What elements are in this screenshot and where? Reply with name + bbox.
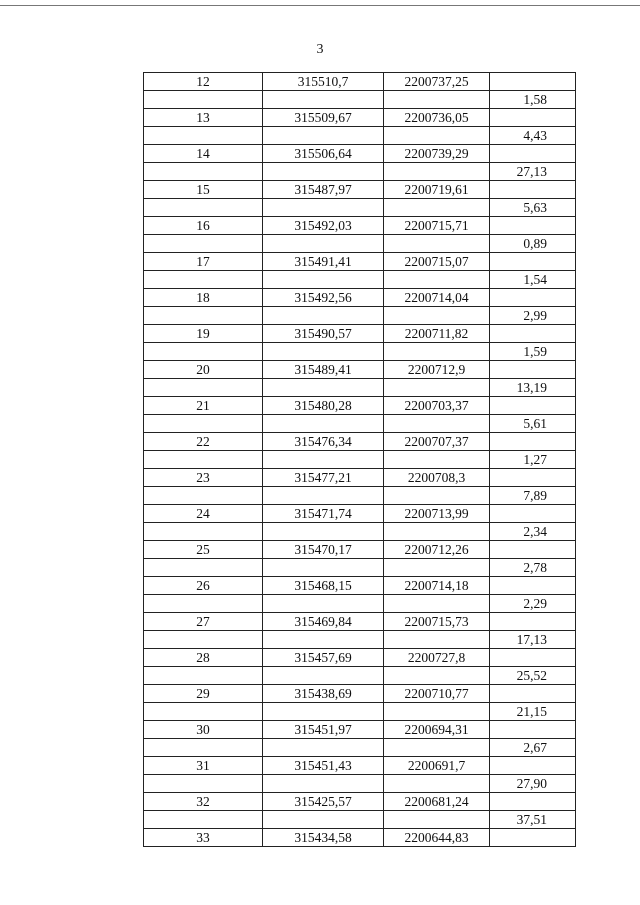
point-row <box>144 433 576 451</box>
x-coordinate-cell: 315438,69 <box>263 685 384 703</box>
y-coordinate-cell <box>384 631 490 649</box>
point-number-cell: 15 <box>144 181 263 199</box>
y-coordinate-cell <box>384 595 490 613</box>
x-coordinate-cell <box>263 703 384 721</box>
y-coordinate-cell <box>384 199 490 217</box>
x-coordinate-cell <box>263 379 384 397</box>
x-coordinate-cell <box>263 127 384 145</box>
point-number-cell <box>144 487 263 505</box>
point-row <box>144 649 576 667</box>
point-row <box>144 793 576 811</box>
y-coordinate-cell: 2200713,99 <box>384 505 490 523</box>
point-number-cell: 19 <box>144 325 263 343</box>
distance-cell: 1,54 <box>490 271 576 289</box>
y-coordinate-cell: 2200719,61 <box>384 181 490 199</box>
distance-cell <box>490 505 576 523</box>
point-number-cell: 30 <box>144 721 263 739</box>
distance-row <box>144 271 576 289</box>
distance-cell: 2,34 <box>490 523 576 541</box>
y-coordinate-cell <box>384 127 490 145</box>
distance-cell: 27,13 <box>490 163 576 181</box>
point-number-cell <box>144 667 263 685</box>
x-coordinate-cell <box>263 559 384 577</box>
distance-cell: 21,15 <box>490 703 576 721</box>
distance-cell: 5,61 <box>490 415 576 433</box>
x-coordinate-cell: 315468,15 <box>263 577 384 595</box>
distance-cell <box>490 253 576 271</box>
y-coordinate-cell <box>384 559 490 577</box>
x-coordinate-cell: 315451,43 <box>263 757 384 775</box>
distance-cell: 25,52 <box>490 667 576 685</box>
x-coordinate-cell: 315451,97 <box>263 721 384 739</box>
point-number-cell: 21 <box>144 397 263 415</box>
point-number-cell <box>144 271 263 289</box>
distance-cell <box>490 361 576 379</box>
point-row <box>144 613 576 631</box>
distance-cell: 37,51 <box>490 811 576 829</box>
x-coordinate-cell: 315457,69 <box>263 649 384 667</box>
x-coordinate-cell <box>263 451 384 469</box>
distance-cell: 0,89 <box>490 235 576 253</box>
x-coordinate-cell <box>263 343 384 361</box>
x-coordinate-cell <box>263 523 384 541</box>
y-coordinate-cell: 2200711,82 <box>384 325 490 343</box>
point-row <box>144 325 576 343</box>
x-coordinate-cell: 315509,67 <box>263 109 384 127</box>
point-number-cell <box>144 811 263 829</box>
distance-row <box>144 667 576 685</box>
point-number-cell <box>144 451 263 469</box>
y-coordinate-cell: 2200694,31 <box>384 721 490 739</box>
x-coordinate-cell: 315480,28 <box>263 397 384 415</box>
y-coordinate-cell: 2200710,77 <box>384 685 490 703</box>
distance-cell: 2,67 <box>490 739 576 757</box>
point-row <box>144 685 576 703</box>
distance-row <box>144 163 576 181</box>
point-number-cell <box>144 415 263 433</box>
distance-row <box>144 127 576 145</box>
x-coordinate-cell <box>263 487 384 505</box>
point-number-cell <box>144 91 263 109</box>
distance-cell: 1,58 <box>490 91 576 109</box>
point-number-cell: 14 <box>144 145 263 163</box>
y-coordinate-cell <box>384 307 490 325</box>
y-coordinate-cell: 2200703,37 <box>384 397 490 415</box>
distance-row <box>144 235 576 253</box>
point-number-cell <box>144 559 263 577</box>
y-coordinate-cell <box>384 523 490 541</box>
point-number-cell <box>144 307 263 325</box>
distance-cell: 27,90 <box>490 775 576 793</box>
distance-cell: 1,27 <box>490 451 576 469</box>
point-number-cell <box>144 127 263 145</box>
distance-cell <box>490 721 576 739</box>
y-coordinate-cell: 2200712,26 <box>384 541 490 559</box>
x-coordinate-cell <box>263 235 384 253</box>
distance-row <box>144 703 576 721</box>
point-number-cell: 17 <box>144 253 263 271</box>
distance-cell <box>490 541 576 559</box>
point-number-cell: 13 <box>144 109 263 127</box>
point-number-cell: 28 <box>144 649 263 667</box>
distance-row <box>144 91 576 109</box>
point-number-cell: 31 <box>144 757 263 775</box>
y-coordinate-cell <box>384 811 490 829</box>
distance-cell <box>490 289 576 307</box>
point-row <box>144 757 576 775</box>
x-coordinate-cell <box>263 91 384 109</box>
point-row <box>144 577 576 595</box>
x-coordinate-cell: 315471,74 <box>263 505 384 523</box>
page-number: 3 <box>316 42 324 57</box>
point-row <box>144 361 576 379</box>
y-coordinate-cell: 2200712,9 <box>384 361 490 379</box>
y-coordinate-cell <box>384 379 490 397</box>
x-coordinate-cell: 315492,56 <box>263 289 384 307</box>
point-number-cell: 27 <box>144 613 263 631</box>
point-number-cell <box>144 523 263 541</box>
distance-cell <box>490 577 576 595</box>
y-coordinate-cell <box>384 163 490 181</box>
distance-row <box>144 343 576 361</box>
x-coordinate-cell <box>263 163 384 181</box>
point-number-cell <box>144 703 263 721</box>
point-number-cell: 24 <box>144 505 263 523</box>
distance-cell <box>490 829 576 847</box>
x-coordinate-cell: 315476,34 <box>263 433 384 451</box>
x-coordinate-cell <box>263 667 384 685</box>
point-number-cell <box>144 379 263 397</box>
distance-cell: 17,13 <box>490 631 576 649</box>
x-coordinate-cell: 315489,41 <box>263 361 384 379</box>
distance-cell: 13,19 <box>490 379 576 397</box>
x-coordinate-cell: 315434,58 <box>263 829 384 847</box>
y-coordinate-cell <box>384 235 490 253</box>
x-coordinate-cell: 315491,41 <box>263 253 384 271</box>
point-number-cell: 22 <box>144 433 263 451</box>
point-row <box>144 469 576 487</box>
y-coordinate-cell: 2200715,07 <box>384 253 490 271</box>
point-number-cell: 12 <box>144 73 263 91</box>
distance-row <box>144 487 576 505</box>
y-coordinate-cell: 2200708,3 <box>384 469 490 487</box>
y-coordinate-cell <box>384 451 490 469</box>
x-coordinate-cell <box>263 739 384 757</box>
point-number-cell <box>144 199 263 217</box>
point-row <box>144 505 576 523</box>
point-number-cell <box>144 163 263 181</box>
distance-cell <box>490 217 576 235</box>
distance-cell: 4,43 <box>490 127 576 145</box>
point-number-cell: 18 <box>144 289 263 307</box>
distance-cell: 5,63 <box>490 199 576 217</box>
distance-row <box>144 739 576 757</box>
x-coordinate-cell: 315470,17 <box>263 541 384 559</box>
y-coordinate-cell: 2200714,04 <box>384 289 490 307</box>
y-coordinate-cell: 2200707,37 <box>384 433 490 451</box>
y-coordinate-cell <box>384 487 490 505</box>
point-number-cell: 33 <box>144 829 263 847</box>
point-number-cell: 32 <box>144 793 263 811</box>
distance-cell <box>490 613 576 631</box>
x-coordinate-cell <box>263 595 384 613</box>
point-row <box>144 721 576 739</box>
point-number-cell <box>144 739 263 757</box>
distance-cell: 1,59 <box>490 343 576 361</box>
point-row <box>144 145 576 163</box>
x-coordinate-cell <box>263 775 384 793</box>
x-coordinate-cell: 315510,7 <box>263 73 384 91</box>
distance-cell <box>490 469 576 487</box>
distance-row <box>144 523 576 541</box>
point-number-cell <box>144 775 263 793</box>
y-coordinate-cell <box>384 739 490 757</box>
y-coordinate-cell <box>384 667 490 685</box>
y-coordinate-cell: 2200715,73 <box>384 613 490 631</box>
y-coordinate-cell: 2200714,18 <box>384 577 490 595</box>
y-coordinate-cell: 2200691,7 <box>384 757 490 775</box>
y-coordinate-cell: 2200681,24 <box>384 793 490 811</box>
point-row <box>144 253 576 271</box>
distance-cell <box>490 397 576 415</box>
distance-cell <box>490 433 576 451</box>
distance-cell <box>490 109 576 127</box>
x-coordinate-cell <box>263 307 384 325</box>
x-coordinate-cell: 315469,84 <box>263 613 384 631</box>
point-row <box>144 541 576 559</box>
x-coordinate-cell <box>263 271 384 289</box>
distance-cell <box>490 145 576 163</box>
x-coordinate-cell: 315490,57 <box>263 325 384 343</box>
distance-row <box>144 631 576 649</box>
y-coordinate-cell <box>384 91 490 109</box>
distance-cell: 2,99 <box>490 307 576 325</box>
point-number-cell <box>144 595 263 613</box>
x-coordinate-cell <box>263 811 384 829</box>
y-coordinate-cell: 2200715,71 <box>384 217 490 235</box>
distance-cell: 7,89 <box>490 487 576 505</box>
distance-row <box>144 775 576 793</box>
x-coordinate-cell <box>263 199 384 217</box>
x-coordinate-cell: 315477,21 <box>263 469 384 487</box>
distance-row <box>144 307 576 325</box>
y-coordinate-cell <box>384 775 490 793</box>
x-coordinate-cell: 315506,64 <box>263 145 384 163</box>
point-number-cell: 16 <box>144 217 263 235</box>
distance-cell <box>490 757 576 775</box>
distance-cell <box>490 181 576 199</box>
y-coordinate-cell: 2200736,05 <box>384 109 490 127</box>
distance-cell <box>490 325 576 343</box>
y-coordinate-cell <box>384 271 490 289</box>
distance-cell <box>490 793 576 811</box>
point-number-cell <box>144 631 263 649</box>
distance-cell <box>490 649 576 667</box>
y-coordinate-cell: 2200727,8 <box>384 649 490 667</box>
y-coordinate-cell <box>384 703 490 721</box>
point-number-cell: 25 <box>144 541 263 559</box>
point-row <box>144 289 576 307</box>
distance-row <box>144 595 576 613</box>
point-row <box>144 397 576 415</box>
point-number-cell <box>144 235 263 253</box>
point-number-cell: 26 <box>144 577 263 595</box>
distance-row <box>144 379 576 397</box>
point-number-cell: 20 <box>144 361 263 379</box>
point-row <box>144 109 576 127</box>
y-coordinate-cell: 2200644,83 <box>384 829 490 847</box>
coordinates-table <box>143 72 576 847</box>
point-row <box>144 181 576 199</box>
distance-cell <box>490 685 576 703</box>
point-number-cell: 23 <box>144 469 263 487</box>
x-coordinate-cell: 315487,97 <box>263 181 384 199</box>
y-coordinate-cell <box>384 415 490 433</box>
point-row <box>144 73 576 91</box>
y-coordinate-cell: 2200739,29 <box>384 145 490 163</box>
y-coordinate-cell <box>384 343 490 361</box>
coordinates-table-body <box>144 73 576 847</box>
distance-row <box>144 199 576 217</box>
y-coordinate-cell: 2200737,25 <box>384 73 490 91</box>
top-border-line <box>0 5 640 6</box>
distance-row <box>144 811 576 829</box>
x-coordinate-cell: 315492,03 <box>263 217 384 235</box>
coordinates-table-wrapper <box>143 72 575 847</box>
distance-cell: 2,78 <box>490 559 576 577</box>
point-number-cell: 29 <box>144 685 263 703</box>
x-coordinate-cell <box>263 415 384 433</box>
distance-row <box>144 415 576 433</box>
x-coordinate-cell <box>263 631 384 649</box>
x-coordinate-cell: 315425,57 <box>263 793 384 811</box>
distance-cell <box>490 73 576 91</box>
point-row <box>144 217 576 235</box>
distance-cell: 2,29 <box>490 595 576 613</box>
distance-row <box>144 559 576 577</box>
distance-row <box>144 451 576 469</box>
point-number-cell <box>144 343 263 361</box>
point-row <box>144 829 576 847</box>
